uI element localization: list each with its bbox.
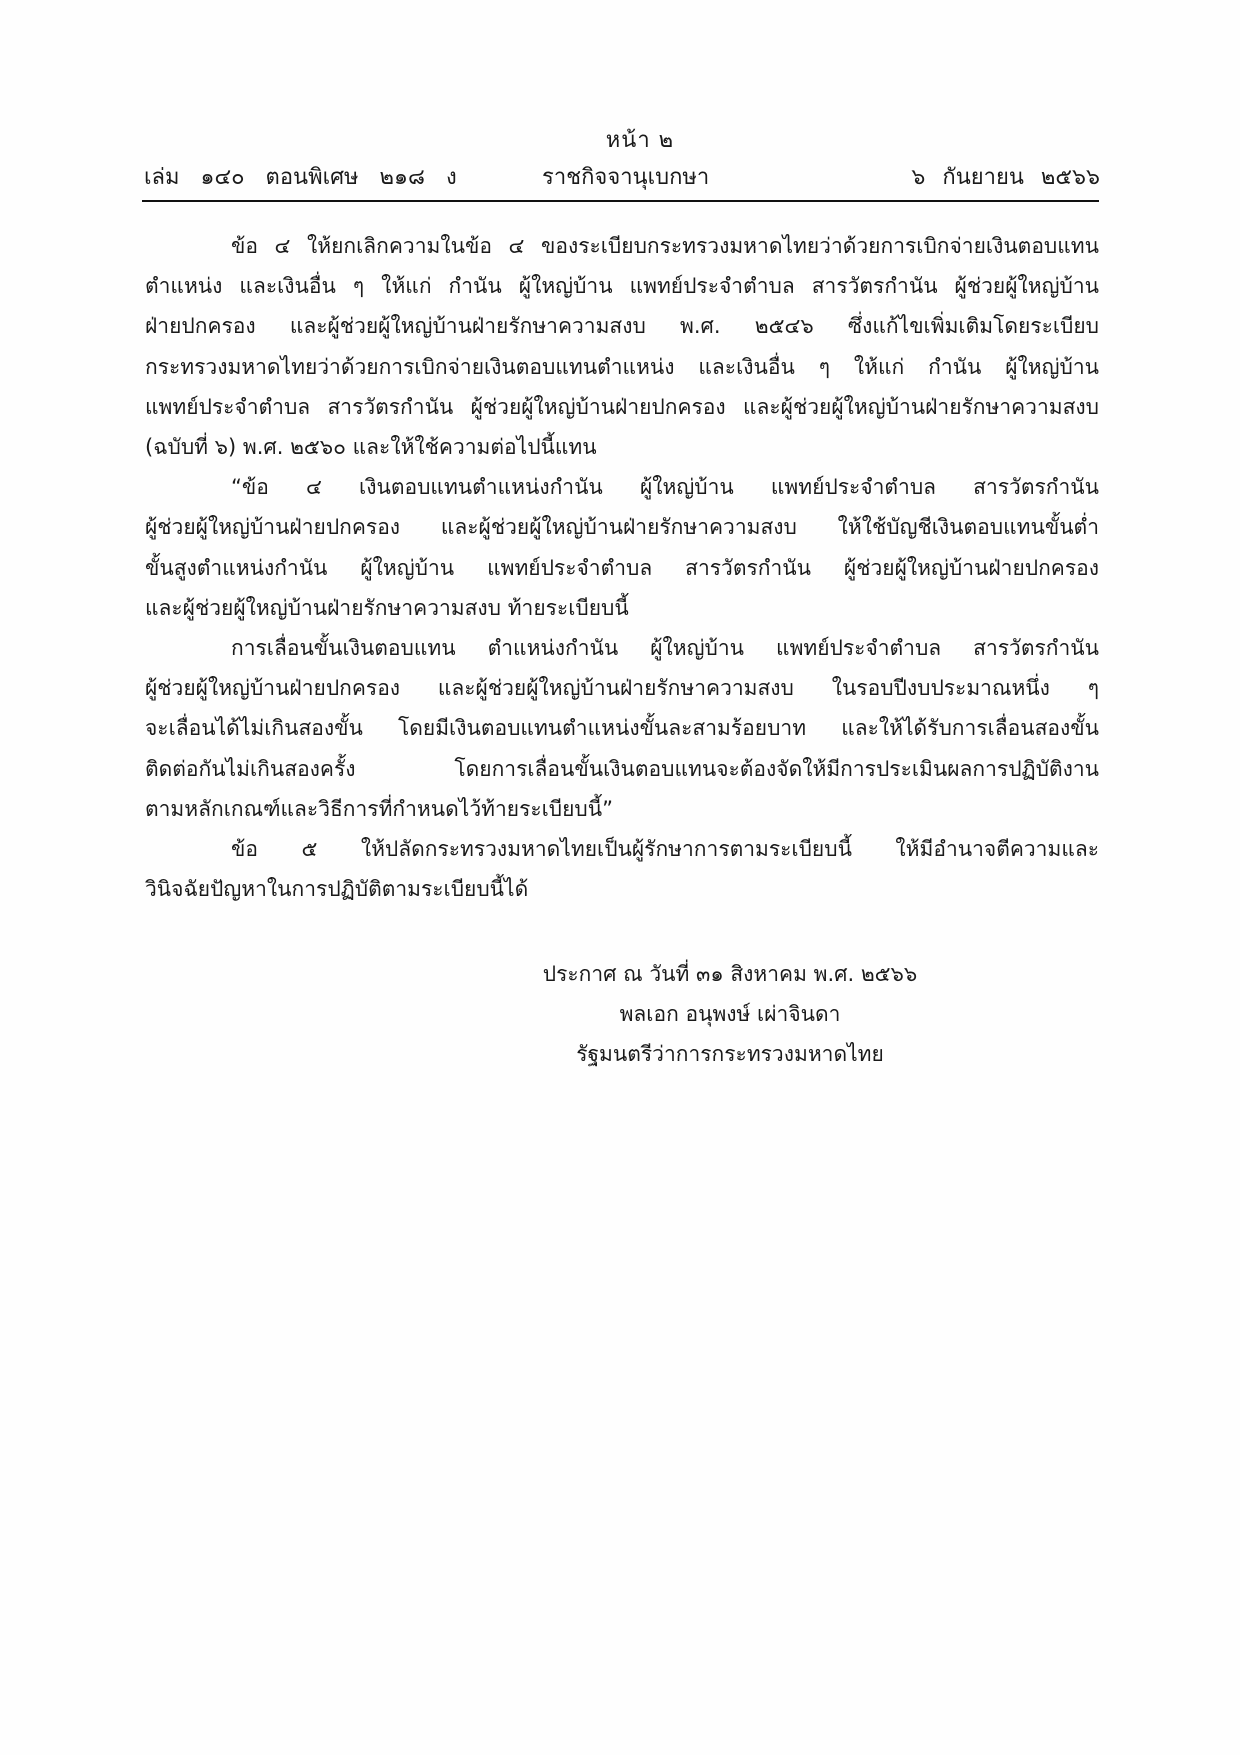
text-line: ข้อ ๕ ให้ปลัดกระทรวงมหาดไทยเป็นผู้รักษาการตามระเบียบนี้ ให้มีอำนาจตีความและ <box>231 837 1099 862</box>
text-line: ฝ่ายปกครอง และผู้ช่วยผู้ใหญ่บ้านฝ่ายรักษาความสงบ พ.ศ. ๒๕๔๖ ซึ่งแก้ไขเพิ่มเติมโดยระเบียบ <box>145 314 1099 339</box>
publication-title: ราชกิจจานุเบกษา <box>542 165 710 190</box>
announcement-date: ประกาศ ณ วันที่ ๓๑ สิงหาคม พ.ศ. ๒๕๖๖ <box>542 962 918 986</box>
step-promotion-paragraph <box>145 628 1099 829</box>
text-line: ติดต่อกันไม่เกินสองครั้ง โดยการเลื่อนขั้นเงินตอบแทนจะต้องจัดให้มีการประเมินผลการปฏิบัติงาน <box>145 756 1099 781</box>
text-line: กระทรวงมหาดไทยว่าด้วยการเบิกจ่ายเงินตอบแทนตำแหน่ง และเงินอื่น ๆ ให้แก่ กำนัน ผู้ใหญ่บ้าน <box>145 354 1099 379</box>
text-line: “ข้อ ๔ เงินตอบแทนตำแหน่งกำนัน ผู้ใหญ่บ้าน แพทย์ประจำตำบล สารวัตรกำนัน <box>231 475 1099 500</box>
gazette-header <box>144 162 1100 194</box>
text-line: แพทย์ประจำตำบล สารวัตรกำนัน ผู้ช่วยผู้ใหญ่บ้านฝ่ายปกครอง และผู้ช่วยผู้ใหญ่บ้านฝ่ายรักษาความสงบ <box>145 394 1099 419</box>
new-clause-4-paragraph <box>145 467 1099 628</box>
header-divider <box>142 200 1099 202</box>
text-line: ตำแหน่ง และเงินอื่น ๆ ให้แก่ กำนัน ผู้ใหญ่บ้าน แพทย์ประจำตำบล สารวัตรกำนัน ผู้ช่วยผู้ใหญ่บ้าน <box>145 274 1099 299</box>
text-line: ผู้ช่วยผู้ใหญ่บ้านฝ่ายปกครอง และผู้ช่วยผู้ใหญ่บ้านฝ่ายรักษาความสงบ ในรอบปีงบประมาณหนึ่ง ๆ <box>145 676 1099 701</box>
page-number: หน้า ๒ <box>605 128 675 153</box>
clause-4-repeal-paragraph <box>145 226 1099 467</box>
text-line: ตามหลักเกณฑ์และวิธีการที่กำหนดไว้ท้ายระเบียบนี้” <box>145 796 613 821</box>
signatory-name: พลเอก อนุพงษ์ เผ่าจินดา <box>619 1002 841 1026</box>
text-line: จะเลื่อนได้ไม่เกินสองขั้น โดยมีเงินตอบแทนตำแหน่งขั้นละสามร้อยบาท และให้ได้รับการเลื่อนสองขั้น <box>145 716 1099 741</box>
volume-issue: เล่ม ๑๔๐ ตอนพิเศษ ๒๑๘ ง <box>144 165 457 190</box>
clause-5-paragraph <box>145 829 1099 909</box>
text-line: ข้อ ๔ ให้ยกเลิกความในข้อ ๔ ของระเบียบกระทรวงมหาดไทยว่าด้วยการเบิกจ่ายเงินตอบแทน <box>231 234 1099 258</box>
text-line: ผู้ช่วยผู้ใหญ่บ้านฝ่ายปกครอง และผู้ช่วยผู้ใหญ่บ้านฝ่ายรักษาความสงบ ให้ใช้บัญชีเงินตอบแทนขั้นต่ำ <box>145 515 1099 540</box>
regulation-body <box>145 226 1099 909</box>
signature-block <box>480 954 980 1074</box>
text-line: และผู้ช่วยผู้ใหญ่บ้านฝ่ายรักษาความสงบ ท้ายระเบียบนี้ <box>145 595 629 620</box>
text-line: วินิจฉัยปัญหาในการปฏิบัติตามระเบียบนี้ได้ <box>145 877 529 902</box>
text-line: ขั้นสูงตำแหน่งกำนัน ผู้ใหญ่บ้าน แพทย์ประจำตำบล สารวัตรกำนัน ผู้ช่วยผู้ใหญ่บ้านฝ่ายปกครอง <box>145 555 1099 580</box>
signatory-position: รัฐมนตรีว่าการกระทรวงมหาดไทย <box>576 1042 884 1066</box>
text-line: การเลื่อนขั้นเงินตอบแทน ตำแหน่งกำนัน ผู้ใหญ่บ้าน แพทย์ประจำตำบล สารวัตรกำนัน <box>231 636 1099 661</box>
text-line: (ฉบับที่ ๖) พ.ศ. ๒๕๖๐ และให้ใช้ความต่อไปนี้แทน <box>145 435 597 460</box>
publication-date: ๖ กันยายน ๒๕๖๖ <box>911 165 1100 190</box>
